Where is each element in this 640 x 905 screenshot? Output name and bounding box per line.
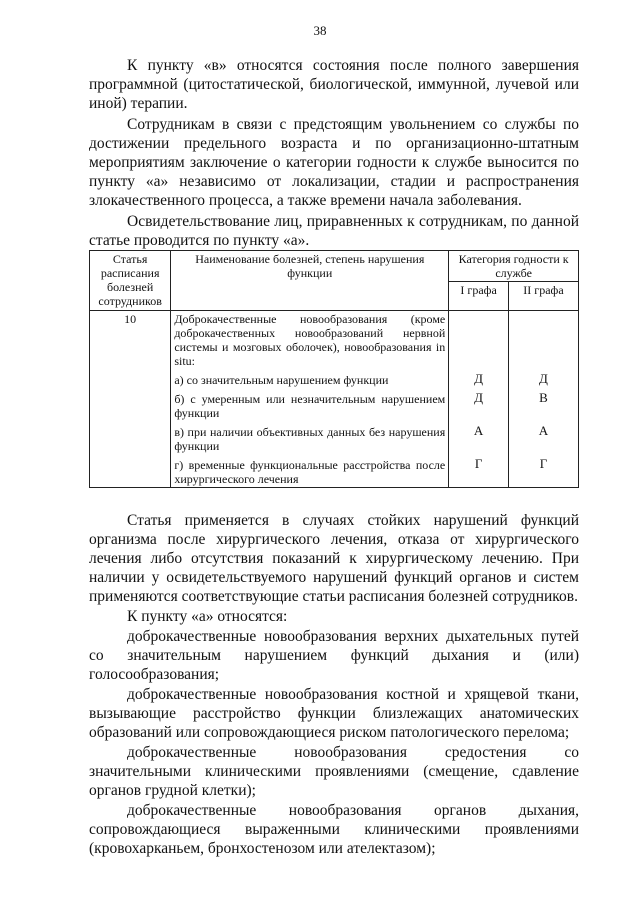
table-header-row: [90, 251, 579, 282]
disease-intro: Доброкачественные новообразования (кроме доброкачественных новообразований нервной системы и мозговых оболочек), новообразования in situ:: [174, 312, 446, 368]
category-b-col1: Д: [474, 390, 484, 405]
paragraph-article-application: Статья применяется в случаях стойких нарушений функций организма после хирургического лечения, отказа от хирургического лечения либо отсутствия показаний к хирургическому лечению. При наличии у освидетельствуемого нарушений функций органов и систем применяются соответствующие статьи расписания болезней сотрудников.: [89, 512, 579, 605]
category-g-col1: Г: [474, 456, 483, 471]
diseases-table: [89, 250, 579, 488]
disease-list: [171, 311, 449, 488]
paragraph-dismissal-note: Сотрудникам в связи с предстоящим увольнением со службы по достижении предельного возраста и по организационно-штатным мероприятиям заключение о категории годности к службе выносится по пункту «а» независимо от локализации, стадии и распространения злокачественного процесса, а также времени начала заболевания.: [89, 116, 579, 209]
disease-item-b: б) с умеренным или незначительным нарушением функции: [174, 392, 446, 420]
category-v-col2: А: [538, 423, 549, 438]
article-number: 10: [90, 311, 171, 488]
paragraph-equivalent-persons: Освидетельствование лиц, приравненных к сотрудникам, по данной статье проводится по пункту «а».: [89, 213, 579, 249]
header-column-1: I графа: [449, 282, 509, 311]
bottom-text-block: [89, 511, 579, 858]
category-v-col1: А: [473, 423, 484, 438]
category-b-col2: В: [539, 390, 548, 405]
disease-item-a: а) со значительным нарушением функции: [174, 373, 389, 387]
paragraph-bone-cartilage: доброкачественные новообразования костной и хрящевой ткани, вызывающие расстройство функции близлежащих анатомических образований или сопровождающиеся риском патологического перелома;: [89, 686, 579, 741]
disease-item-g: г) временные функциональные расстройства после хирургического лечения: [174, 458, 446, 486]
paragraph-upper-airways: доброкачественные новообразования верхних дыхательных путей со значительным нарушением функций дыхания и (или) голосообразования;: [89, 628, 579, 683]
table-row: [90, 311, 579, 488]
page-number: 38: [313, 23, 327, 38]
column-2-values: [508, 311, 578, 488]
category-a-col1: Д: [474, 371, 484, 386]
paragraph-respiratory-organs: доброкачественные новообразования органов дыхания, сопровождающиеся выраженными клиническими проявлениями (кровохарканьем, бронхостенозом или ателектазом);: [89, 802, 579, 857]
disease-item-v: в) при наличии объективных данных без нарушения функции: [174, 425, 446, 453]
category-a-col2: Д: [539, 371, 548, 386]
top-text-block: [89, 56, 579, 250]
paragraph-mediastinum: доброкачественные новообразования средостения со значительными клиническими проявлениями (смещение, сдавление органов грудной клетки);: [89, 744, 579, 799]
column-1-values: [449, 311, 509, 488]
paragraph-point-v-note: К пункту «в» относятся состояния после полного завершения программной (цитостатической, биологической, иммунной, лучевой или иной) терапии.: [89, 57, 579, 112]
header-article: Статья расписания болезней сотрудников: [90, 251, 171, 311]
header-column-2: II графа: [508, 282, 578, 311]
header-category: Категория годности к службе: [449, 251, 579, 282]
paragraph-point-a-heading: К пункту «а» относятся:: [127, 608, 288, 625]
category-g-col2: Г: [539, 456, 548, 471]
header-disease-name: Наименование болезней, степень нарушения функции: [171, 251, 449, 311]
